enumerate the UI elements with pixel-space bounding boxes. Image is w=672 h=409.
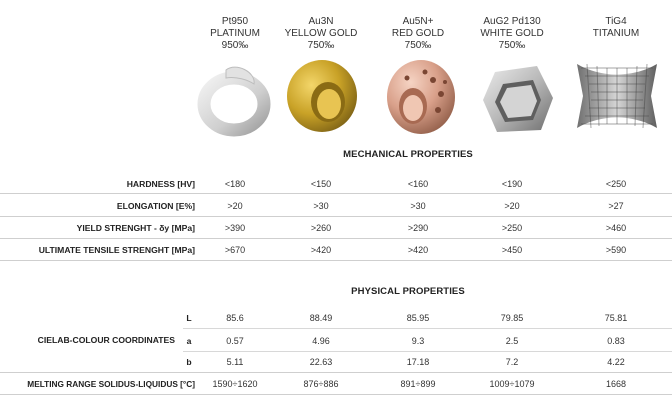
titanium-ring-image bbox=[571, 58, 663, 134]
material-fineness: 750‰ bbox=[307, 40, 335, 51]
cell-elongation-titanium: >27 bbox=[608, 201, 624, 211]
cielab-sub-label-a: a bbox=[186, 336, 192, 346]
cell-uts-platinum: >670 bbox=[224, 245, 246, 255]
material-code: Au5N+ bbox=[402, 16, 434, 27]
cell-melting-platinum: 1590÷1620 bbox=[212, 379, 258, 389]
row-label-elongation: ELONGATION [E%] bbox=[116, 201, 195, 211]
row-divider bbox=[0, 238, 672, 239]
material-code: TiG4 bbox=[605, 16, 627, 27]
row-divider bbox=[0, 372, 672, 373]
red-gold-ring-image bbox=[383, 58, 459, 136]
cell-melting-titanium: 1668 bbox=[605, 379, 627, 389]
material-name: YELLOW GOLD bbox=[284, 28, 358, 39]
white-gold-ring-image bbox=[477, 58, 557, 138]
cell-elongation-yellow-gold: >30 bbox=[313, 201, 329, 211]
cell-elongation-platinum: >20 bbox=[227, 201, 243, 211]
cell-l-platinum: 85.6 bbox=[226, 313, 244, 323]
cell-yield-white-gold: >250 bbox=[501, 223, 523, 233]
cell-yield-yellow-gold: >260 bbox=[310, 223, 332, 233]
material-name: TITANIUM bbox=[592, 28, 640, 39]
material-name: WHITE GOLD bbox=[480, 28, 544, 39]
cell-hardness-titanium: <250 bbox=[605, 179, 627, 189]
cell-melting-white-gold: 1009÷1079 bbox=[489, 379, 535, 389]
cell-a-red-gold: 9.3 bbox=[411, 336, 425, 346]
material-code: Pt950 bbox=[221, 16, 249, 27]
cell-elongation-white-gold: >20 bbox=[504, 201, 520, 211]
cell-hardness-platinum: <180 bbox=[224, 179, 246, 189]
cell-uts-white-gold: >450 bbox=[501, 245, 523, 255]
yellow-gold-ring-image bbox=[284, 58, 360, 134]
row-label-melting-range: MELTING RANGE SOLIDUS-LIQUIDUS [°C] bbox=[27, 379, 195, 389]
material-fineness: 950‰ bbox=[221, 40, 249, 51]
cell-a-white-gold: 2.5 bbox=[505, 336, 519, 346]
material-header-yellow-gold bbox=[266, 16, 376, 52]
cell-b-platinum: 5.11 bbox=[226, 357, 244, 367]
cell-b-red-gold: 17.18 bbox=[406, 357, 430, 367]
cell-a-titanium: 0.83 bbox=[607, 336, 625, 346]
cell-l-titanium: 75.81 bbox=[604, 313, 628, 323]
cell-a-yellow-gold: 4.96 bbox=[312, 336, 330, 346]
material-code: Au3N bbox=[308, 16, 334, 27]
cell-l-red-gold: 85.95 bbox=[406, 313, 430, 323]
cell-uts-yellow-gold: >420 bbox=[310, 245, 332, 255]
cell-uts-red-gold: >420 bbox=[407, 245, 429, 255]
row-divider bbox=[0, 193, 672, 194]
cell-b-yellow-gold: 22.63 bbox=[309, 357, 333, 367]
row-divider bbox=[0, 260, 672, 261]
row-label-cielab: CIELAB-COLOUR COORDINATES bbox=[37, 335, 175, 345]
cell-b-white-gold: 7.2 bbox=[505, 357, 519, 367]
material-fineness: 750‰ bbox=[404, 40, 432, 51]
cell-l-white-gold: 79.85 bbox=[500, 313, 524, 323]
material-name: RED GOLD bbox=[391, 28, 445, 39]
cell-elongation-red-gold: >30 bbox=[410, 201, 426, 211]
cielab-sub-label-b: b bbox=[186, 357, 192, 367]
cell-yield-platinum: >390 bbox=[224, 223, 246, 233]
row-label-hardness: HARDNESS [HV] bbox=[126, 179, 195, 189]
cell-melting-yellow-gold: 876÷886 bbox=[303, 379, 339, 389]
cell-yield-red-gold: >290 bbox=[407, 223, 429, 233]
cell-uts-titanium: >590 bbox=[605, 245, 627, 255]
cielab-sub-label-l: L bbox=[186, 313, 192, 323]
platinum-ring-image bbox=[196, 58, 276, 138]
material-name: PLATINUM bbox=[210, 28, 260, 39]
material-fineness: 750‰ bbox=[498, 40, 526, 51]
row-label-ultimate-tensile-strength: ULTIMATE TENSILE STRENGHT [MPa] bbox=[38, 245, 195, 255]
cell-b-titanium: 4.22 bbox=[607, 357, 625, 367]
material-code: AuG2 Pd130 bbox=[483, 16, 541, 27]
row-divider bbox=[183, 351, 672, 352]
material-header-white-gold bbox=[457, 16, 567, 52]
cell-yield-titanium: >460 bbox=[605, 223, 627, 233]
cell-melting-red-gold: 891÷899 bbox=[400, 379, 436, 389]
material-header-titanium bbox=[561, 16, 671, 40]
row-divider bbox=[183, 328, 672, 329]
physical-properties-title: PHYSICAL PROPERTIES bbox=[351, 286, 465, 297]
cell-hardness-white-gold: <190 bbox=[501, 179, 523, 189]
row-divider bbox=[0, 216, 672, 217]
cell-hardness-red-gold: <160 bbox=[407, 179, 429, 189]
row-label-yield-strength: YIELD STRENGHT - δy [MPa] bbox=[76, 223, 195, 233]
row-divider bbox=[0, 394, 672, 395]
cell-l-yellow-gold: 88.49 bbox=[309, 313, 333, 323]
cell-hardness-yellow-gold: <150 bbox=[310, 179, 332, 189]
mechanical-properties-title: MECHANICAL PROPERTIES bbox=[343, 149, 473, 160]
cell-a-platinum: 0.57 bbox=[226, 336, 244, 346]
